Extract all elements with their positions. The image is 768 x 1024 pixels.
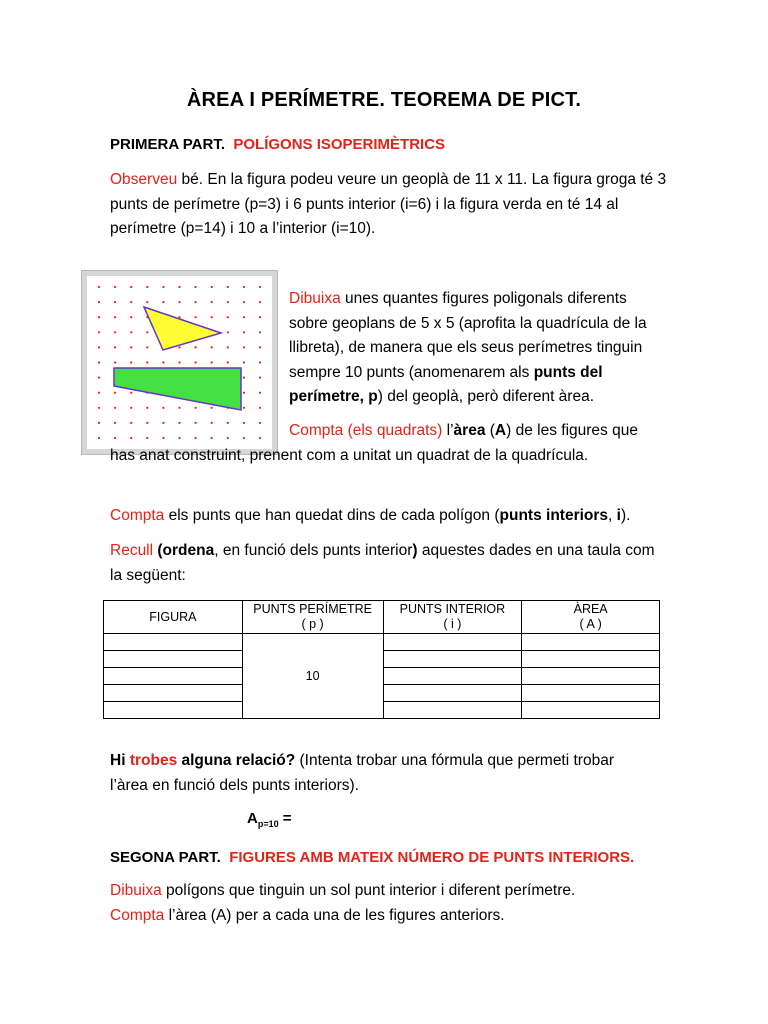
geoboard-dot bbox=[178, 407, 180, 409]
geoboard-dot bbox=[195, 407, 197, 409]
observe-paragraph bbox=[110, 168, 670, 242]
geoboard-dot bbox=[114, 392, 116, 394]
geoboard-dot bbox=[259, 407, 261, 409]
geoboard-dot bbox=[98, 346, 100, 348]
table-cell bbox=[383, 702, 522, 719]
geoboard-dot bbox=[146, 407, 148, 409]
geoboard-dot bbox=[227, 331, 229, 333]
geoboard-dot bbox=[130, 301, 132, 303]
draw-paragraph bbox=[289, 287, 669, 410]
count-points-bold-2: i bbox=[616, 507, 621, 524]
count2-text: l’àrea (A) per a cada una de les figures anteriors. bbox=[164, 907, 505, 924]
header-interior: PUNTS INTERIOR bbox=[399, 602, 506, 616]
geoboard-dot bbox=[98, 286, 100, 288]
geoboard-dot bbox=[114, 286, 116, 288]
geoboard-dot bbox=[130, 316, 132, 318]
geoboard-dot bbox=[114, 301, 116, 303]
geoboard-dot bbox=[243, 301, 245, 303]
count-points-text-2: , bbox=[608, 507, 617, 524]
geoboard-dot bbox=[146, 331, 148, 333]
relation-word-1: Hi bbox=[110, 752, 130, 769]
geoboard-dot bbox=[130, 361, 132, 363]
geoboard-dot bbox=[98, 407, 100, 409]
geoboard-dot bbox=[114, 316, 116, 318]
header-interior-sub: ( i ) bbox=[443, 617, 462, 631]
geoboard-dot bbox=[98, 377, 100, 379]
geoboard-dot bbox=[146, 286, 148, 288]
geoboard-dot bbox=[162, 301, 164, 303]
part2-label: SEGONA PART. bbox=[110, 849, 221, 866]
geoboard-dot bbox=[259, 346, 261, 348]
table-header-cell bbox=[104, 601, 243, 634]
geoboard-dot bbox=[259, 316, 261, 318]
table-row bbox=[104, 634, 660, 651]
geoboard-dot bbox=[98, 361, 100, 363]
draw2-text: polígons que tinguin un sol punt interior i diferent perímetre. bbox=[161, 882, 576, 899]
draw2-keyword: Dibuixa bbox=[110, 882, 162, 899]
relation-text: (Intenta trobar una fórmula que permeti trobar l’àrea en funció dels punts interiors). bbox=[110, 752, 614, 794]
geoboard-dot bbox=[211, 301, 213, 303]
geoboard-dot bbox=[259, 392, 261, 394]
geoboard-dot bbox=[178, 346, 180, 348]
draw-text-1: unes quantes figures poligonals diferents sobre geoplans de 5 x 5 (aprofita la quadrícula de la llibreta), de manera que els seus perímetres tinguin sempre 10 punts (anomenarem als bbox=[289, 290, 647, 381]
count-points-text-3: ). bbox=[620, 507, 631, 524]
draw-bold: punts del perímetre, p bbox=[289, 363, 603, 405]
relation-paragraph bbox=[110, 749, 655, 798]
relation-word-2: alguna relació? bbox=[177, 752, 296, 769]
header-area-sub: ( A ) bbox=[579, 617, 602, 631]
geoboard-dot bbox=[130, 286, 132, 288]
table-cell bbox=[383, 685, 522, 702]
geoboard-dot bbox=[162, 286, 164, 288]
count-squares-text-2: ( bbox=[485, 422, 495, 439]
table-header-cell bbox=[242, 601, 383, 634]
part1-title: POLÍGONS ISOPERIMÈTRICS bbox=[233, 136, 446, 153]
geoboard-dot bbox=[178, 286, 180, 288]
collect-bold-1: (ordena bbox=[153, 542, 215, 559]
geoboard-dot bbox=[259, 301, 261, 303]
geoboard-dot bbox=[227, 301, 229, 303]
table-cell bbox=[522, 668, 660, 685]
count-points-text-1: els punts que han quedat dins de cada polígon ( bbox=[164, 507, 500, 524]
draw2-paragraph bbox=[110, 879, 670, 904]
geoboard-dot bbox=[98, 437, 100, 439]
geoboard-dot bbox=[98, 316, 100, 318]
geoboard-dot bbox=[195, 301, 197, 303]
table-cell bbox=[522, 651, 660, 668]
header-perimetre: PUNTS PERÍMETRE bbox=[253, 602, 372, 616]
observe-text: bé. En la figura podeu veure un geoplà de 11 x 11. La figura groga té 3 punts de perímetre (p=3) i 6 punts interior (i=6) i la figura verda en té 14 al perímetre (p=14) i 10 a l’interior (i=10). bbox=[110, 171, 667, 237]
part1-heading bbox=[110, 133, 670, 158]
geoboard-dot bbox=[98, 422, 100, 424]
header-area: ÀREA bbox=[573, 602, 608, 616]
data-table bbox=[103, 600, 660, 719]
part2-title: FIGURES AMB MATEIX NÚMERO DE PUNTS INTERIORS. bbox=[229, 849, 635, 866]
table-cell bbox=[383, 634, 522, 651]
table-cell bbox=[522, 702, 660, 719]
count-points-paragraph bbox=[110, 504, 670, 529]
collect-keyword: Recull bbox=[110, 542, 154, 559]
geoboard-dot bbox=[243, 361, 245, 363]
geoboard-dot bbox=[114, 346, 116, 348]
draw-text-2: ) del geoplà, però diferent àrea. bbox=[377, 388, 595, 405]
geoboard-dot bbox=[98, 392, 100, 394]
geoboard-dot bbox=[259, 286, 261, 288]
geoboard-dot bbox=[195, 316, 197, 318]
part1-label: PRIMERA PART. bbox=[110, 136, 226, 153]
geoboard-dot bbox=[227, 316, 229, 318]
geoboard-dot bbox=[227, 346, 229, 348]
geoboard-dot bbox=[243, 346, 245, 348]
table-cell bbox=[522, 685, 660, 702]
geoboard-dot bbox=[130, 392, 132, 394]
geoboard-dot bbox=[227, 361, 229, 363]
relation-keyword: trobes bbox=[129, 752, 178, 769]
table-cell bbox=[383, 668, 522, 685]
table-cell bbox=[104, 651, 243, 668]
geoboard-dot bbox=[146, 346, 148, 348]
geoboard-dot bbox=[162, 361, 164, 363]
geoboard-dot bbox=[227, 286, 229, 288]
geoboard-dot bbox=[259, 361, 261, 363]
perimeter-value-cell bbox=[242, 634, 383, 719]
geoboard-dot bbox=[178, 361, 180, 363]
table-cell bbox=[522, 634, 660, 651]
geoboard-dot bbox=[98, 301, 100, 303]
formula bbox=[247, 810, 292, 829]
geoboard-dot bbox=[211, 316, 213, 318]
geoboard-dot bbox=[243, 286, 245, 288]
geoboard-dot bbox=[114, 407, 116, 409]
count-squares-text-1: l’ bbox=[442, 422, 454, 439]
geoboard-dot bbox=[259, 377, 261, 379]
table-header-row bbox=[104, 601, 660, 634]
count-points-keyword: Compta bbox=[110, 507, 165, 524]
collect-paragraph bbox=[110, 539, 655, 588]
count-squares-keyword: Compta (els quadrats) bbox=[289, 422, 443, 439]
draw-keyword: Dibuixa bbox=[289, 290, 341, 307]
geoboard-dot bbox=[162, 407, 164, 409]
geoboard-dot bbox=[195, 346, 197, 348]
page-title: ÀREA I PERÍMETRE. TEOREMA DE PICT. bbox=[186, 89, 582, 111]
geoboard-dot bbox=[243, 316, 245, 318]
formula-equals: = bbox=[278, 810, 292, 827]
geoboard-dot bbox=[243, 392, 245, 394]
geoboard-dot bbox=[243, 377, 245, 379]
table-cell bbox=[383, 651, 522, 668]
header-perimetre-sub: ( p ) bbox=[301, 617, 324, 631]
table-cell bbox=[104, 702, 243, 719]
count-squares-bold-2: A bbox=[494, 422, 507, 439]
geoboard-dot bbox=[195, 361, 197, 363]
count-squares-bold-1: àrea bbox=[453, 422, 486, 439]
formula-subscript: p=10 bbox=[257, 819, 279, 829]
collect-bold-2: ) bbox=[412, 542, 418, 559]
perimeter-value: 10 bbox=[305, 669, 320, 683]
table-cell bbox=[104, 634, 243, 651]
geoboard-dot bbox=[146, 301, 148, 303]
count-squares-paragraph bbox=[110, 419, 660, 468]
header-figura: FIGURA bbox=[149, 609, 197, 624]
geoboard-dot bbox=[130, 346, 132, 348]
table-cell bbox=[104, 668, 243, 685]
count2-paragraph bbox=[110, 904, 670, 929]
geoboard-dot bbox=[211, 407, 213, 409]
table-header-cell bbox=[383, 601, 522, 634]
formula-base: A bbox=[247, 810, 258, 827]
geoboard-dot bbox=[211, 286, 213, 288]
part2-heading bbox=[110, 846, 710, 871]
geoboard-dot bbox=[146, 361, 148, 363]
table-header-cell bbox=[522, 601, 660, 634]
geoboard-dot bbox=[243, 407, 245, 409]
count2-keyword: Compta bbox=[110, 907, 165, 924]
geoboard-dot bbox=[130, 407, 132, 409]
geoboard-dot bbox=[114, 361, 116, 363]
geoboard-dot bbox=[195, 286, 197, 288]
observe-keyword: Observeu bbox=[110, 171, 178, 188]
geoboard-dot bbox=[211, 361, 213, 363]
table-cell bbox=[104, 685, 243, 702]
geoboard-dot bbox=[178, 301, 180, 303]
count-squares-text-3: ) de les figures que has anat construint, prenent com a unitat un quadrat de la quadrícula. bbox=[110, 422, 638, 464]
geoboard-dot bbox=[243, 331, 245, 333]
count-points-bold-1: punts interiors bbox=[499, 507, 609, 524]
collect-text-1: , en funció dels punts interior bbox=[214, 542, 413, 559]
geoboard-dot bbox=[211, 346, 213, 348]
geoboard-dot bbox=[130, 331, 132, 333]
geoboard-dot bbox=[98, 331, 100, 333]
geoboard-dot bbox=[259, 331, 261, 333]
collect-text-2: aquestes dades en una taula com la següent: bbox=[110, 542, 655, 584]
geoboard-dot bbox=[114, 331, 116, 333]
